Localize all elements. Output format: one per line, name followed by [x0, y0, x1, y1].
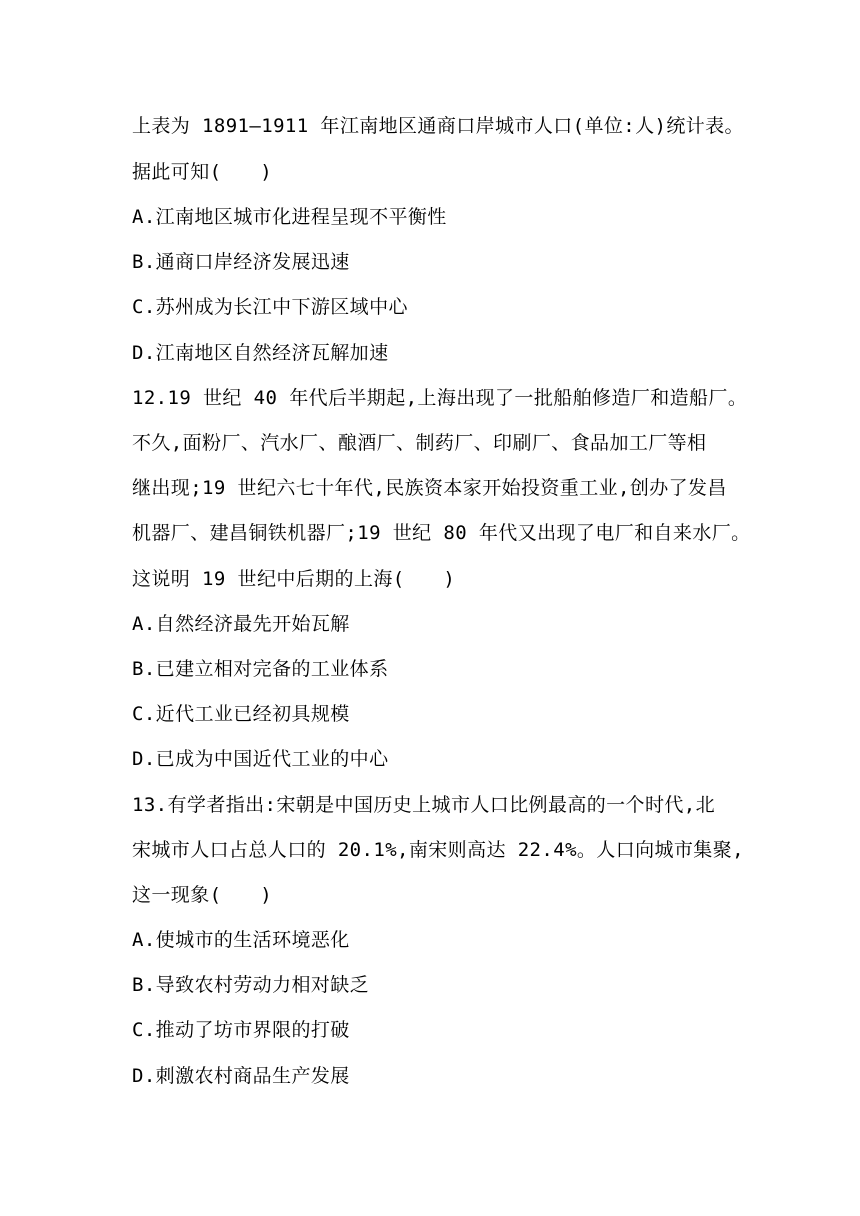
q12-option-b: B.已建立相对完备的工业体系: [132, 658, 389, 680]
q12-stem-line-3: 继出现;19 世纪六七十年代,民族资本家开始投资重工业,创办了发昌: [132, 477, 727, 499]
q11-stem-line-1: 上表为 1891—1911 年江南地区通商口岸城市人口(单位:人)统计表。: [132, 115, 744, 137]
q11-option-c: C.苏州成为长江中下游区域中心: [132, 296, 408, 318]
q12-option-a: A.自然经济最先开始瓦解: [132, 613, 350, 635]
q11-stem-line-2: 据此可知( ): [132, 161, 273, 183]
q12-stem-line-5: 这说明 19 世纪中后期的上海( ): [132, 568, 456, 590]
q13-option-c: C.推动了坊市界限的打破: [132, 1019, 350, 1041]
q13-option-a: A.使城市的生活环境恶化: [132, 929, 350, 951]
q12-stem-line-2: 不久,面粉厂、汽水厂、酿酒厂、制药厂、印刷厂、食品加工厂等相: [132, 432, 707, 454]
q12-option-c: C.近代工业已经初具规模: [132, 703, 350, 725]
q11-option-a: A.江南地区城市化进程呈现不平衡性: [132, 206, 447, 228]
q13-stem-line-2: 宋城市人口占总人口的 20.1%,南宋则高达 22.4%。人口向城市集聚,: [132, 839, 744, 861]
q11-option-b: B.通商口岸经济发展迅速: [132, 251, 350, 273]
q12-stem-line-1: 12.19 世纪 40 年代后半期起,上海出现了一批船舶修造厂和造船厂。: [132, 387, 748, 409]
q11-option-d: D.江南地区自然经济瓦解加速: [132, 342, 389, 364]
q13-stem-line-3: 这一现象( ): [132, 884, 273, 906]
q12-stem-line-4: 机器厂、建昌铜铁机器厂;19 世纪 80 年代又出现了电厂和自来水厂。: [132, 522, 751, 544]
q12-option-d: D.已成为中国近代工业的中心: [132, 748, 389, 770]
q13-option-b: B.导致农村劳动力相对缺乏: [132, 974, 370, 996]
q13-option-d: D.刺激农村商品生产发展: [132, 1065, 350, 1087]
q13-stem-line-1: 13.有学者指出:宋朝是中国历史上城市人口比例最高的一个时代,北: [132, 794, 715, 816]
